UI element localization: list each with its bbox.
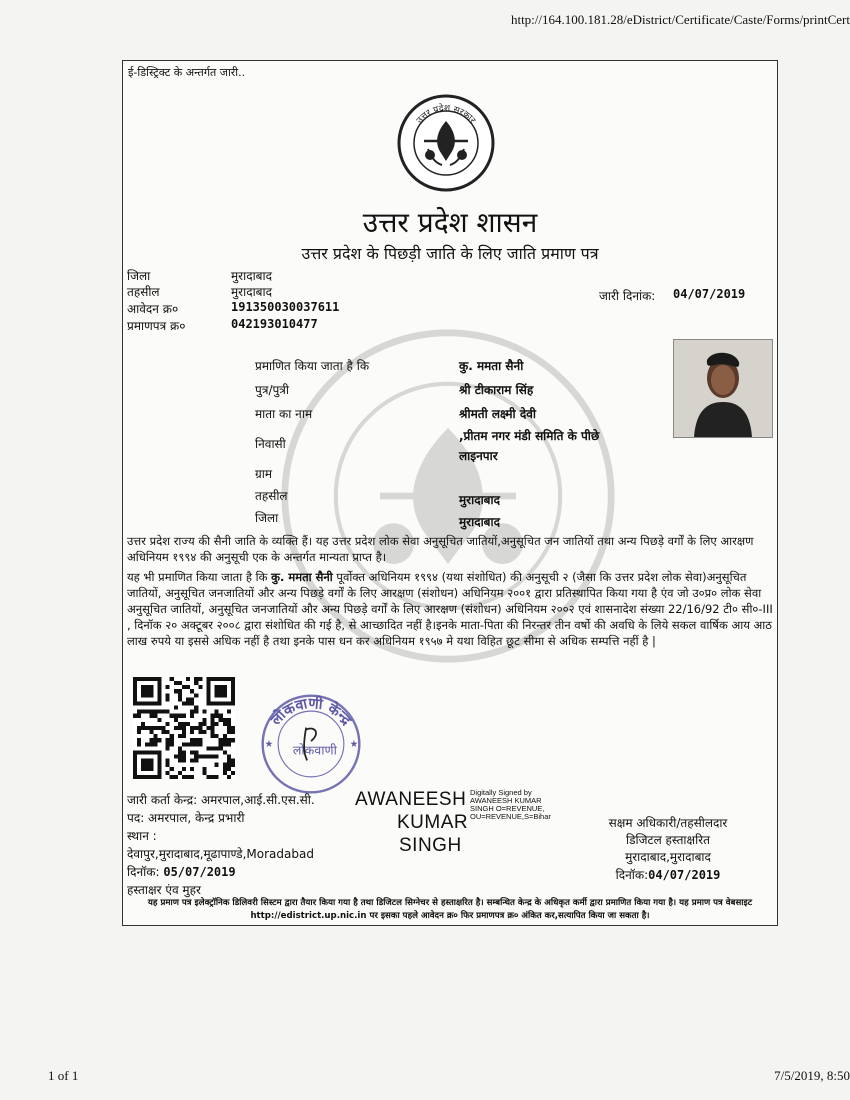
verification-note: यह प्रमाण पत्र इलेक्ट्रॉनिक डिलिवरी सिस्टम द्वारा तैयार किया गया है तथा डिजिटल सिग्नेचर से हस्ताक्षरित है। सम्बन्धित केन्द्र के अधिकृत कर्मी द्वारा प्रमाणित किया गया है। यह प्रमाण पत्र वेबसाइट http://edistrict.up.nic.in पर इसका पहले आवेदन क्र० फिर प्रमाणपत्र क्र० अंकित कर,सत्यापित किया जा सकता है। (147, 898, 753, 921)
address-line2: लाइनपार (459, 449, 498, 463)
certificate-no-label: प्रमाणपत्र क्र० (127, 319, 186, 333)
stamp-top-text: लोकवाणी केन्द्र (268, 695, 355, 729)
signer-name-line3: SINGH (399, 835, 462, 856)
emblem-text: उत्तर प्रदेश सरकार (415, 103, 478, 126)
district-label: जिला (127, 269, 151, 283)
tehsil-label: तहसील (127, 285, 160, 299)
person-tehsil-value: मुरादाबाद (459, 493, 501, 507)
issue-date-label: जारी दिनांक: (599, 289, 656, 303)
father-name: श्री टीकाराम सिंह (459, 383, 534, 397)
authority-digital: डिजिटल हस्ताक्षरित (626, 833, 710, 847)
signer-name-line2: KUMAR (397, 812, 469, 833)
digital-signature-line4: OU=REVENUE,S=Bihar (470, 812, 551, 821)
svg-text:★: ★ (264, 738, 274, 750)
son-daughter-label: पुत्र/पुत्री (255, 383, 290, 397)
certificate-no-value: 042193010477 (231, 317, 318, 331)
certification-prefix: यह भी प्रमाणित किया जाता है कि (127, 570, 268, 584)
digital-signature-line3: SINGH O=REVENUE, (470, 804, 545, 813)
digital-signature-line2: AWANEESH KUMAR (470, 796, 542, 805)
certification-body: पूर्वोक्त अधिनियम १९९४ (यथा संशोधित) की अनुसूची २ (जैसा कि उत्तर प्रदेश लोक सेवा)अनुसूचित जातियों, अनुसूचित जनजातियों और अन्य पिछड़े वर्गों के लिए आरक्षण (संशोधन) अधिनियम २००१ द्वारा प्रतिस्थापित किया गया है एंव जो उ०प्र० लोक सेवा अनुसूचित जातियों, अनुसूचित जनजातियों और अन्य पिछड़े वर्गों के लिए आरक्षण (संशोधन) अधिनियम २००२ एवं शासनादेश संख्या 22/16/92 टी० सी०-III , दिनॉक २० अक्टूबर २००८ द्वारा संशोधित की गई है, से आच्छादित नहीं है।इनके माता-पिता की निरन्तर तीन वर्षो की अवधि के लिये सकल वार्षिक आय आठ लाख रुपये या इससे अधिक नहीं है तथा इनके पास धन कर अधिनियम १९५७ मे यथा विहित छूट सीमा से अधिक सम्पत्ति नहीं है | (127, 570, 773, 648)
person-name: कु. ममता सैनी (459, 359, 524, 373)
lokvani-stamp-icon (253, 689, 369, 799)
issuer-date-label: दिनॉक: (127, 865, 160, 879)
certificate-subtitle: उत्तर प्रदेश के पिछड़ी जाति के लिए जाति प्रमाण पत्र (301, 244, 599, 263)
district-value: मुरादाबाद (231, 269, 273, 283)
certificate-title: उत्तर प्रदेश शासन (362, 206, 538, 239)
issuer-post: पद: अमरपाल, केन्द्र प्रभारी (127, 811, 245, 825)
signer-name-line1: AWANEESH (355, 789, 467, 810)
authority-date-value: 04/07/2019 (648, 868, 721, 882)
issuer-date-value: 05/07/2019 (163, 865, 236, 879)
print-timestamp: 7/5/2019, 8:50 (774, 1068, 850, 1083)
address-line1: ,प्रीतम नगर मंडी समिति के पीछे (459, 429, 600, 443)
issuer-address: देवापुर,मुरादाबाद,मूढापाण्डे,Moradabad (127, 847, 314, 861)
signature-seal-label: हस्ताक्षर एंव मुहर (127, 883, 201, 897)
up-govt-emblem-icon (396, 93, 496, 193)
issue-date-value: 04/07/2019 (673, 287, 746, 301)
issuer-date (127, 863, 236, 880)
authority-date-label: दिनॉक: (615, 868, 649, 882)
mother-name: श्रीमती लक्ष्मी देवी (459, 407, 536, 421)
resident-label: निवासी (255, 437, 286, 451)
authority-place: मुरादाबाद,मुरादाबाद (625, 850, 711, 864)
certification-paragraph (127, 569, 773, 649)
person-tehsil-label: तहसील (255, 489, 288, 503)
print-url: http://164.100.181.28/eDistrict/Certificate/Caste/Forms/printCert (510, 12, 850, 27)
certification-name: कु. ममता सैनी (271, 570, 333, 584)
tehsil-value: मुरादाबाद (231, 285, 273, 299)
digital-signature-line1: Digitally Signed by (470, 788, 532, 797)
page-count: 1 of 1 (48, 1068, 79, 1083)
person-district-value: मुरादाबाद (459, 515, 501, 529)
application-no-value: 191350030037611 (231, 300, 340, 314)
certificate (122, 60, 778, 926)
person-district-label: जिला (255, 511, 279, 525)
application-no-label: आवेदन क्र० (127, 302, 179, 316)
authority-date (578, 867, 758, 884)
issuing-center: जारी कर्ता केन्द्र: अमरपाल,आई.सी.एस.सी. (127, 793, 315, 807)
issued-under-text: ई-डिस्ट्रिक्ट के अन्तर्गत जारी.. (128, 66, 246, 79)
stamp-bottom-text: लोकवाणी (292, 742, 337, 758)
mother-name-label: माता का नाम (255, 407, 313, 421)
applicant-photo (673, 339, 773, 438)
caste-statement: उत्तर प्रदेश राज्य की सैनी जाति के व्यक्ति हैं। यह उत्तर प्रदेश लोक सेवा अनुसूचित जातियों,अनुसूचित जन जातियों तथा अन्य पिछड़े वर्गों के लिए आरक्षण अधिनियम १९९४ की अनुसूची एक के अन्तर्गत मान्यता प्राप्त है। (127, 534, 754, 564)
place-label: स्थान : (127, 829, 157, 843)
certified-label: प्रमाणित किया जाता है कि (255, 359, 370, 373)
authority-title: सक्षम अधिकारी/तहसीलदार (608, 816, 728, 830)
svg-text:लोकवाणी केन्द्र (266, 694, 355, 730)
village-label: ग्राम (255, 467, 273, 481)
qr-code-icon (133, 677, 235, 779)
svg-text:★: ★ (349, 738, 359, 750)
